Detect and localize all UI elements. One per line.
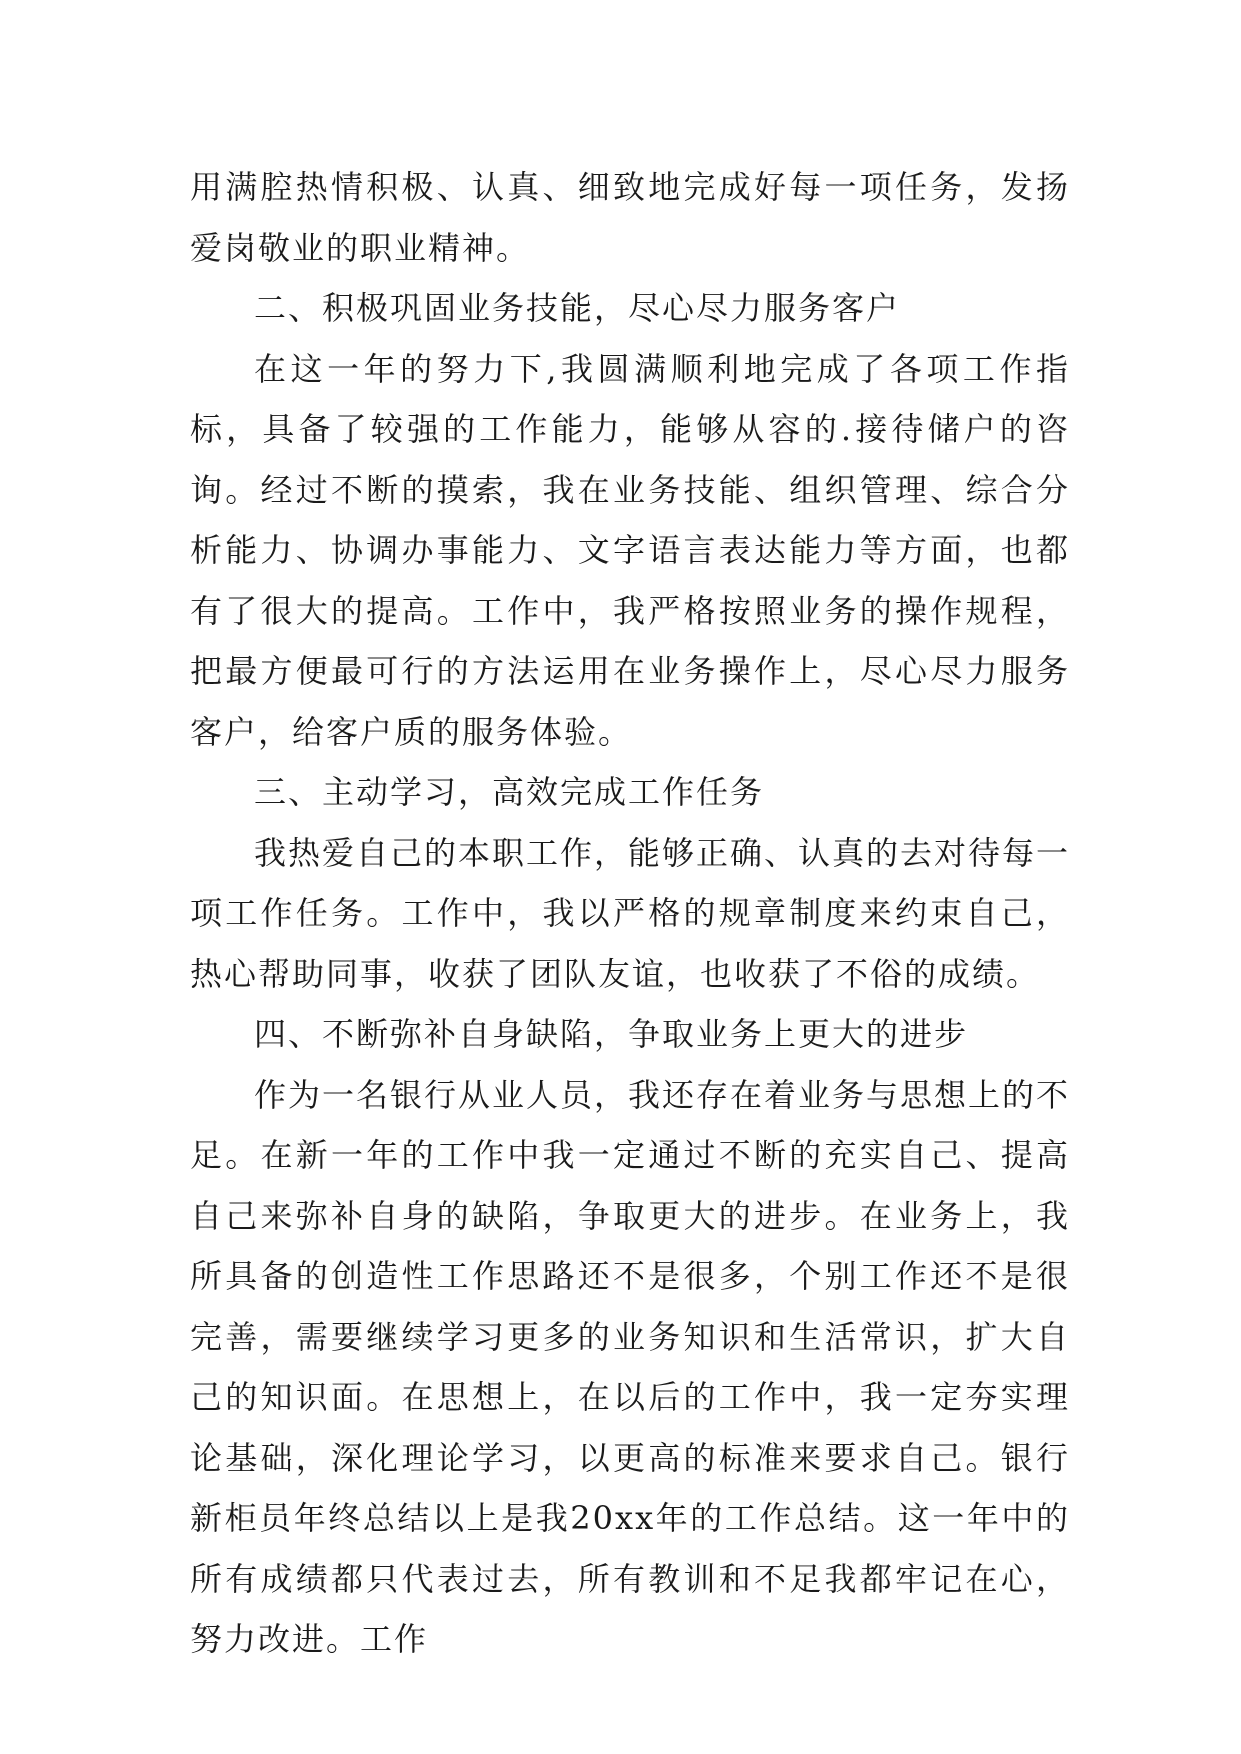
paragraph-section-2: 在这一年的努力下,我圆满顺利地完成了各项工作指标，具备了较强的工作能力，能够从容的.接待储户的咨询。经过不断的摸索，我在业务技能、组织管理、综合分析能力、协调办事能力、文字语言表达能力等方面，也都有了很大的提高。工作中，我严格按照业务的操作规程，把最方便最可行的方法运用在业务操作上，尽心尽力服务客户，给客户质的服务体验。 xyxy=(190,349,1070,751)
paragraph-section-4: 作为一名银行从业人员，我还存在着业务与思想上的不足。在新一年的工作中我一定通过不断的充实自己、提高自己来弥补自身的缺陷，争取更大的进步。在业务上，我所具备的创造性工作思路还不是很多，个别工作还不是很完善，需要继续学习更多的业务知识和生活常识，扩大自己的知识面。在思想上，在以后的工作中，我一定夯实理论基础，深化理论学习，以更高的标准来要求自己。银行新柜员年终总结以上是我20xx年的工作总结。这一年中的所有成绩都只代表过去，所有教训和不足我都牢记在心，努力改进。工作 xyxy=(190,1075,1071,1658)
document-body xyxy=(190,157,1070,1670)
section-heading-2: 二、积极巩固业务技能，尽心尽力服务客户 xyxy=(254,289,901,327)
paragraph-intro-continuation: 用满腔热情积极、认真、细致地完成好每一项任务，发扬爱岗敬业的职业精神。 xyxy=(190,168,1070,267)
section-heading-4: 四、不断弥补自身缺陷，争取业务上更大的进步 xyxy=(254,1015,969,1053)
section-heading-3: 三、主动学习，高效完成工作任务 xyxy=(254,773,765,811)
paragraph-section-3: 我热爱自己的本职工作，能够正确、认真的去对待每一项工作任务。工作中，我以严格的规章制度来约束自己，热心帮助同事，收获了团队友谊，也收获了不俗的成绩。 xyxy=(190,833,1071,993)
